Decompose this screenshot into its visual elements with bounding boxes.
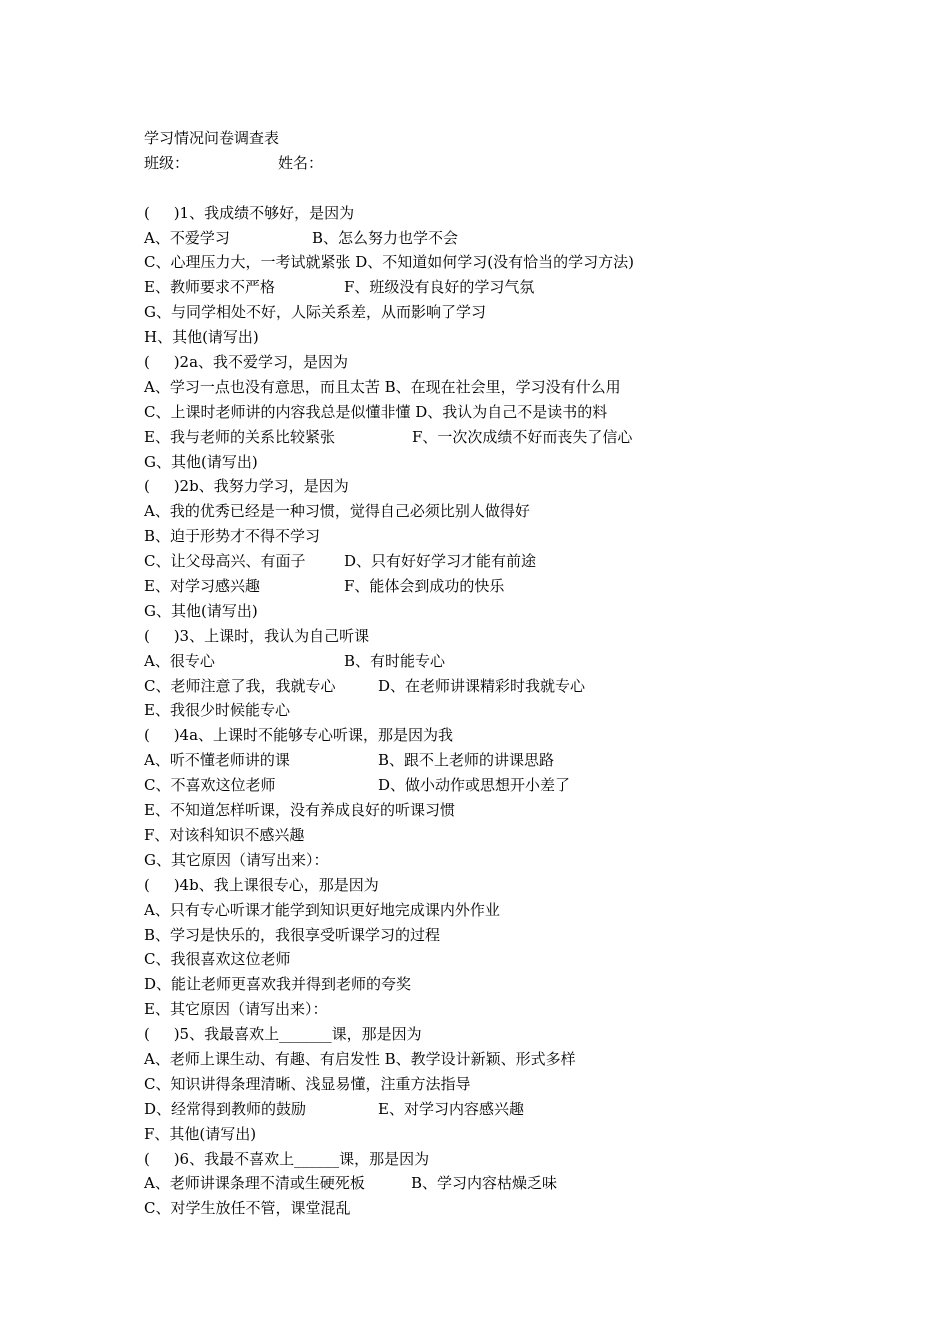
option-row: [144, 549, 824, 574]
question-stem: ( )2b、我努力学习，是因为: [144, 477, 349, 496]
option-text: F、其他(请写出): [144, 1124, 257, 1143]
option-text: C、上课时老师讲的内容我总是似懂非懂 D、我认为自己不是读书的料: [144, 402, 608, 421]
option-text: E、对学习内容感兴趣: [378, 1099, 524, 1118]
option-text: A、老师讲课条理不清或生硬死板: [144, 1174, 365, 1193]
blank-line: [144, 176, 824, 201]
option-row: [144, 275, 824, 300]
option-text: B、怎么努力也学不会: [312, 228, 459, 247]
option-row: [144, 748, 824, 773]
option-text: H、其他(请写出): [144, 328, 259, 347]
question-stem: ( )1、我成绩不够好，是因为: [144, 203, 355, 222]
question-lines: [144, 201, 824, 1222]
option-text: C、心理压力大，一考试就紧张 D、不知道如何学习(没有恰当的学习方法): [144, 253, 634, 272]
option-text: G、其他(请写出): [144, 452, 258, 471]
option-text: G、与同学相处不好，人际关系差，从而影响了学习: [144, 303, 486, 322]
question-stem: ( )5、我最喜欢上_______课，那是因为: [144, 1025, 422, 1044]
questionnaire-body: [144, 126, 824, 1221]
option-text: A、不爱学习: [144, 228, 230, 247]
class-name-row: [144, 151, 824, 176]
question-stem: ( )4a、上课时不能够专心听课，那是因为我: [144, 726, 454, 745]
option-row: [144, 649, 824, 674]
option-text: E、其它原因（请写出来）：: [144, 1000, 328, 1019]
option-text: E、对学习感兴趣: [144, 577, 260, 596]
option-text: C、对学生放任不管，课堂混乱: [144, 1199, 351, 1218]
option-text: F、对该科知识不感兴趣: [144, 825, 305, 844]
option-text: E、我很少时候能专心: [144, 701, 290, 720]
option-text: A、很专心: [144, 651, 215, 670]
option-text: D、在老师讲课精彩时我就专心: [378, 676, 586, 695]
name-label: 姓名：: [278, 153, 324, 172]
option-text: D、经常得到教师的鼓励: [144, 1099, 307, 1118]
option-row: [144, 1097, 824, 1122]
question-stem: ( )6、我最不喜欢上______课，那是因为: [144, 1149, 430, 1168]
option-text: E、教师要求不严格: [144, 278, 275, 297]
option-text: F、一次次成绩不好而丧失了信心: [412, 427, 633, 446]
option-text: B、学习内容枯燥乏味: [411, 1174, 558, 1193]
option-text: E、我与老师的关系比较紧张: [144, 427, 335, 446]
option-text: A、听不懂老师讲的课: [144, 751, 290, 770]
question-stem: ( )2a、我不爱学习，是因为: [144, 353, 349, 372]
option-text: A、我的优秀已经是一种习惯，觉得自己必须比别人做得好: [144, 502, 530, 521]
option-row: [144, 674, 824, 699]
option-text: C、老师注意了我，我就专心: [144, 676, 336, 695]
question-stem: ( )3、上课时，我认为自己听课: [144, 626, 370, 645]
option-text: G、其它原因（请写出来）：: [144, 850, 329, 869]
question-stem: ( )4b、我上课很专心，那是因为: [144, 875, 379, 894]
option-text: D、能让老师更喜欢我并得到老师的夸奖: [144, 975, 412, 994]
option-row: [144, 574, 824, 599]
option-row: [144, 1171, 824, 1196]
option-text: B、迫于形势才不得不学习: [144, 527, 321, 546]
class-label: 班级：: [144, 153, 190, 172]
option-text: B、学习是快乐的，我很享受听课学习的过程: [144, 925, 441, 944]
option-text: C、让父母高兴、有面子: [144, 552, 306, 571]
option-text: C、我很喜欢这位老师: [144, 950, 291, 969]
option-text: A、只有专心听课才能学到知识更好地完成课内外作业: [144, 900, 500, 919]
option-text: C、不喜欢这位老师: [144, 776, 276, 795]
option-text: E、不知道怎样听课，没有养成良好的听课习惯: [144, 801, 455, 820]
option-row: [144, 226, 824, 251]
option-text: F、能体会到成功的快乐: [344, 577, 505, 596]
option-row: [144, 773, 824, 798]
option-text: G、其他(请写出): [144, 601, 258, 620]
option-text: F、班级没有良好的学习气氛: [344, 278, 535, 297]
option-row: [144, 425, 824, 450]
option-text: B、跟不上老师的讲课思路: [378, 751, 555, 770]
option-text: A、老师上课生动、有趣、有启发性 B、教学设计新颖、形式多样: [144, 1049, 576, 1068]
document-title: 学习情况问卷调查表: [144, 129, 280, 147]
option-text: A、学习一点也没有意思，而且太苦 B、在现在社会里，学习没有什么用: [144, 377, 621, 396]
option-text: D、只有好好学习才能有前途: [344, 552, 537, 571]
option-text: D、做小动作或思想开小差了: [378, 776, 571, 795]
option-text: B、有时能专心: [344, 651, 446, 670]
option-text: C、知识讲得条理清晰、浅显易懂，注重方法指导: [144, 1074, 471, 1093]
